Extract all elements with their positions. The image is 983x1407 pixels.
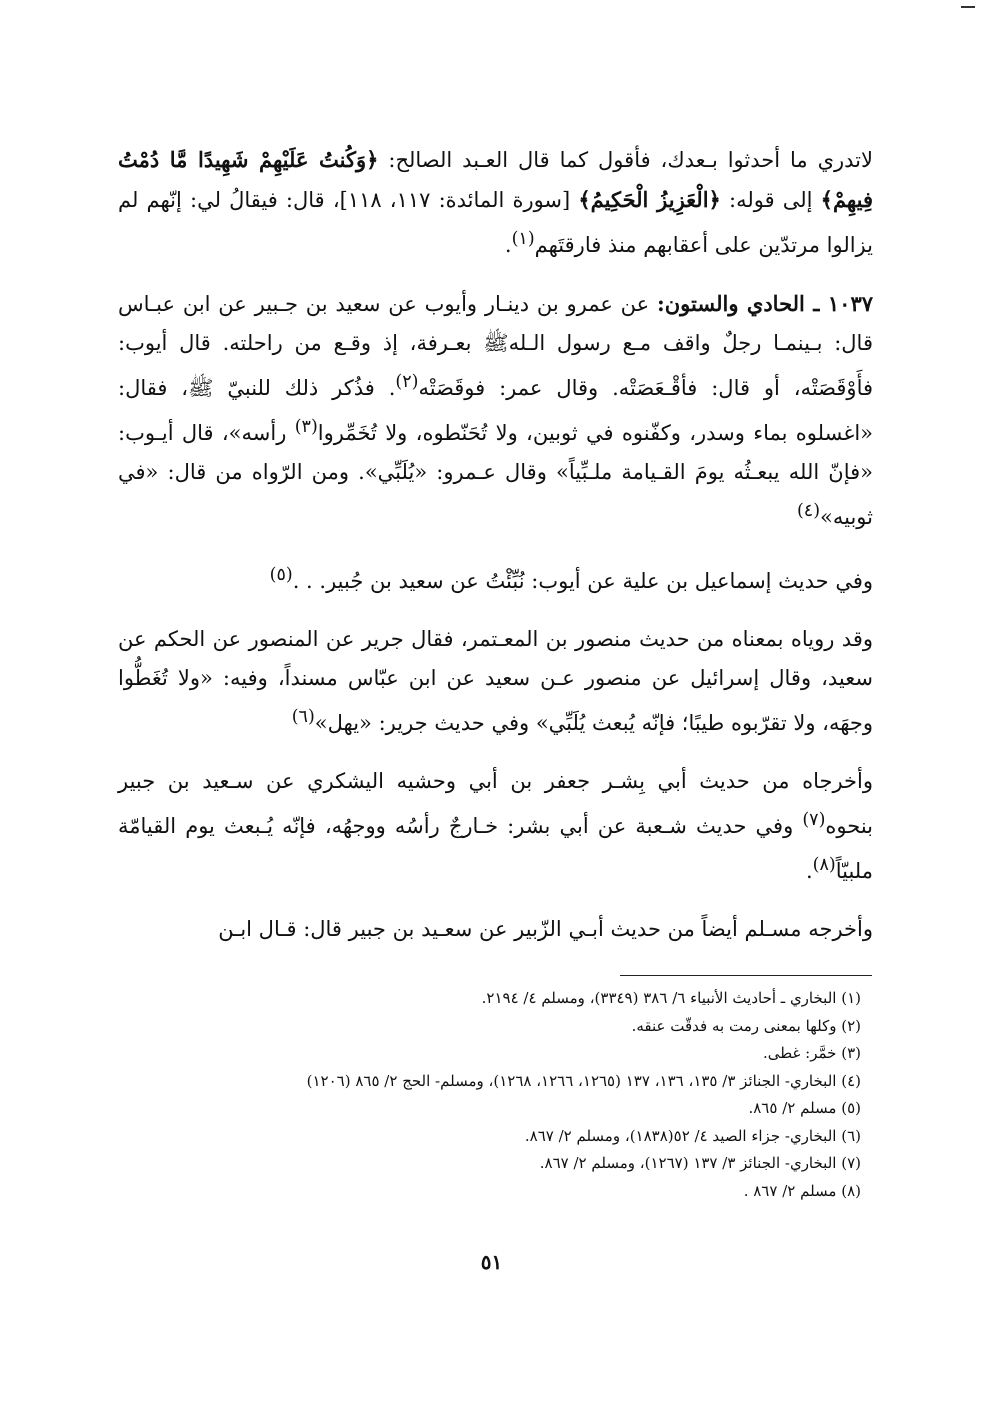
- footnote-3: (٣) خمَّر: غطى.: [762, 1044, 861, 1062]
- footnote-7: (٧) البخاري- الجنائز ٣/ ١٣٧ (١٢٦٧)، ومسلم ٢/ ٨٦٧.: [539, 1154, 861, 1172]
- paragraph-mansour-text: وقد روياه بمعناه من حديث منصور بن المعـتمر، فقال جرير عن المنصور عن الحكم عن سعيد، وقال إسرائيل عن منصور عـن سعيد عن ابن عبّاس مسنداً، وفيه: «ولا تُغَطُّوا وجهَه، ولا تقرّبوه طيبًا؛ فإنّه يُبعث يُلَبِّي» وفي حديث جرير: «يهل»: [118, 627, 873, 735]
- footnote-5: (٥) مسلم ٢/ ٨٦٥.: [748, 1099, 861, 1117]
- paragraph-muslim: [118, 910, 873, 949]
- page-body: [118, 140, 873, 968]
- hadith-text-c: رأسه»، قال أيـوب: «فإنّ الله يبعـثُه يومَ القـيامة ملـبِّياً» وقال عـمرو: «يُلَبِّي». ومن الرّواه من قال: «في ثوبيه»: [118, 421, 873, 529]
- paragraph-1-text-b: إلى قوله:: [720, 188, 821, 212]
- page-number: ٥١: [480, 1250, 503, 1274]
- quran-verse-2: ﴿الْعَزِيزُ الْحَكِيمُ﴾: [578, 187, 721, 212]
- paragraph-abu-bishr-text-a: وأخرجاه من حديث أبي بِشـر جعفر بن أبي وحشيه اليشكري عن سـعيد بن جبير بنحوه: [118, 769, 873, 838]
- paragraph-abu-bishr-text-b: وفي حديث شـعبة عن أبي بشر: خـارجٌ رأسُه ووجهُه، فإنّه يُـبعث يوم القيامّة ملبيّاً: [118, 814, 873, 883]
- footnote-ref-2: (٢): [395, 372, 419, 392]
- paragraph-ismail: [118, 556, 873, 601]
- footnote-ref-8: (٨): [812, 855, 836, 875]
- corner-mark: [961, 6, 975, 8]
- paragraph-1-text-c: [سورة المائدة: ١١٧، ١١٨]، قال: فيقالُ لي: إنّهم لم يزالوا مرتدّين على أعقابهم منذ فارقتَهم: [118, 188, 873, 257]
- footnotes: [118, 985, 873, 1205]
- hadith-1037: [118, 284, 873, 537]
- footnote-ref-7: (٧): [802, 810, 826, 830]
- quran-verse-1: ﴿وَكُنتُ عَلَيْهِمْ شَهِيدًا مَّا دُمْتُ فِيهِمْ﴾: [118, 147, 873, 212]
- paragraph-1-text-a: لاتدري ما أحدثوا بـعدك، فأقول كما قال العـبد الصالح:: [378, 148, 873, 172]
- hadith-text-a: عن عمرو بن دينـار وأيوب عن سعيد بن جـبير عن ابن عبـاس قال: بـينمـا رجلٌ واقف مـع رسول الـلهﷺ بعـرفة، إذ وقـع من راحلته. قال أيوب: فأَوْقَصَتْه، أو قال: فأقْـعَصَتْه. وقال عمر: فوقَصَتْه: [118, 292, 873, 400]
- footnote-2: (٢) وكلها بمعنى رمت به فدقّت عنقه.: [631, 1016, 861, 1035]
- footnote-8: (٨) مسلم ٢/ ٨٦٧ .: [743, 1181, 861, 1200]
- footnote-6: (٦) البخاري- جزاء الصيد ٤/ ٥٢(١٨٣٨)، ومسلم ٢/ ٨٦٧.: [524, 1126, 861, 1145]
- paragraph-1-end: .: [504, 233, 512, 257]
- footnote-separator: [620, 975, 872, 976]
- hadith-number: ١٠٣٧ ـ الحادي والستون:: [657, 291, 874, 316]
- hadith-text-b: . فذُكر ذلك للنبيّ ﷺ، فقال: «اغسلوه بماء وسدر، وكفّنوه في ثوبين، ولا تُحَنّطوه، ولا تُخَمِّروا: [118, 376, 874, 445]
- footnote-ref-3: (٣): [294, 417, 318, 437]
- paragraph-mansour: [118, 620, 873, 743]
- footnote-ref-5: (٥): [269, 565, 293, 585]
- paragraph-ismail-text: وفي حديث إسماعيل بن علية عن أيوب: نُبِّئْتُ عن سعيد بن جُبير. . .: [292, 569, 873, 593]
- footnote-ref-1: (١): [511, 229, 535, 249]
- paragraph-muslim-text: وأخرجه مسـلم أيضاً من حديث أبـي الزّبير عن سعـيد بن جبير قال: قـال ابـن: [218, 917, 873, 941]
- footnote-ref-4: (٤): [796, 501, 821, 521]
- footnote-1: (١) البخاري ـ أحاديث الأنبياء ٦/ ٣٨٦ (٣٣٤٩)، ومسلم ٤/ ٢١٩٤.: [481, 989, 861, 1007]
- paragraph-abu-bishr-end: .: [805, 859, 813, 883]
- paragraph-1: [118, 140, 873, 265]
- paragraph-abu-bishr: [118, 762, 873, 891]
- footnote-4: (٤) البخاري- الجنائز ٣/ ١٣٥، ١٣٦، ١٣٧ (١٢٦٥، ١٢٦٦، ١٢٦٨)، ومسلم- الحج ٢/ ٨٦٥ (١٢٠٦): [306, 1071, 861, 1090]
- footnote-ref-6: (٦): [291, 707, 315, 727]
